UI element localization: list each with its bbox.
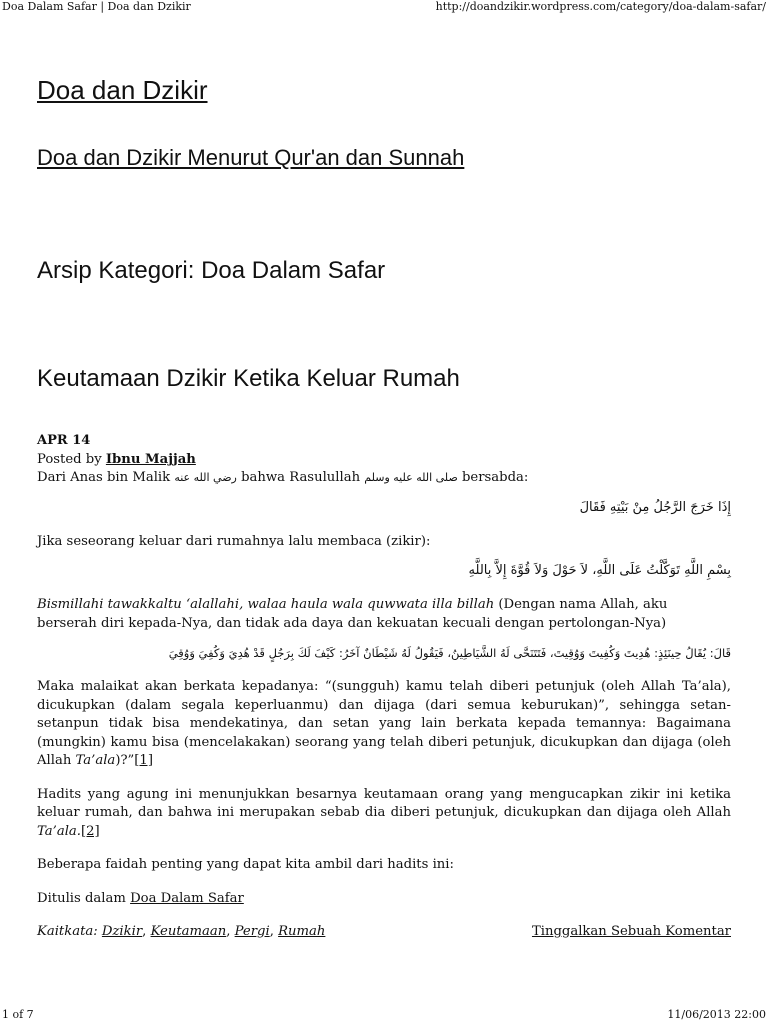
author-link[interactable]: Ibnu Majjah: [105, 451, 196, 467]
paragraph-6: Beberapa faidah penting yang dapat kita ambil dari hadits ini:: [37, 857, 454, 872]
tags-label: Kaitkata:: [37, 924, 98, 939]
arabic-text-3: قَالَ: يُقَالُ حِينَئِذٍ: هُدِيتَ وَكُفِيتَ وَوُقِيتَ، فَتَتَنَحَّى لَهُ الشَّيَاطِينُ، فَيَقُولُ لَهُ شَيْطَانٌ آخَرُ: كَيْفَ لَكَ بِرَجُلٍ قَدْ هُدِيَ وَكُفِيَ وَوُقِيَ: [168, 646, 731, 660]
post-meta-row: [37, 923, 731, 942]
filed-under-label: Ditulis dalam: [37, 890, 126, 906]
post-body: [37, 432, 731, 942]
footnote-1-link[interactable]: [1]: [134, 753, 153, 768]
tag-link-pergi[interactable]: Pergi: [234, 924, 270, 939]
filed-under: [37, 890, 731, 909]
print-header: [0, 0, 768, 14]
archive-title: Arsip Kategori: Doa Dalam Safar: [37, 257, 386, 284]
paragraph-4: [37, 678, 731, 771]
paragraph-5-italic: Ta’ala.: [37, 823, 81, 839]
leave-comment-link[interactable]: Tinggalkan Sebuah Komentar: [531, 924, 731, 939]
category-link-doa-dalam-safar[interactable]: Doa Dalam Safar: [130, 890, 244, 906]
arabic-text-2: بِسْمِ اللَّهِ تَوَكَّلْتُ عَلَى اللَّهِ، لاَ حَوْلَ وَلاَ قُوَّةَ إِلاَّ بِاللَّهِ: [468, 563, 731, 578]
site-description-link[interactable]: Doa dan Dzikir Menurut Qur'an dan Sunnah: [37, 145, 465, 170]
translation-text: (Dengan nama Allah, aku berserah diri kepada-Nya, dan tidak ada daya dan kekuatan kecuali dengan pertolongan-Nya): [37, 597, 668, 631]
post-date: APR 14: [37, 433, 91, 448]
print-page-number: 1 of 7: [2, 1008, 34, 1021]
site-title: [37, 72, 208, 108]
paragraph-4-italic: Ta’ala: [75, 753, 116, 768]
print-datetime: 11/06/2013 22:00: [667, 1008, 766, 1021]
intro-text-3: bersabda:: [461, 470, 529, 485]
intro-radhi-arabic: رضي الله عنه: [174, 471, 237, 484]
print-footer: [0, 1008, 768, 1022]
paragraph-2: Jika seseorang keluar dari rumahnya lalu membaca (zikir):: [37, 533, 431, 549]
transliteration-text: Bismillahi tawakkaltu ‘alallahi, walaa haula wala quwwata illa billah: [37, 597, 495, 612]
paragraph-5: [37, 786, 731, 842]
print-header-title: Doa Dalam Safar | Doa dan Dzikir: [2, 0, 191, 13]
tag-link-dzikir[interactable]: Dzikir: [101, 924, 143, 939]
intro-saw-arabic: صلى الله عليه وسلم: [364, 471, 458, 484]
site-description: [37, 142, 464, 174]
intro-text-1: Dari Anas bin Malik: [37, 470, 171, 485]
intro-text-2: bahwa Rasulullah: [241, 470, 361, 485]
footnote-2-link[interactable]: [2]: [80, 823, 100, 839]
post-intro: [37, 469, 731, 488]
paragraph-4-text: Maka malaikat akan berkata kepadanya: “(sungguh) kamu telah diberi petunjuk (oleh Allah Ta’ala), dicukupkan (dalam segala keperluanmu) dan dijaga (dari semua keburukan)”, sehingga setan-setanpun tidak bisa mendekatinya, dan setan yang lain berkata kepada temannya: Bagaimana (mungkin) kamu bisa (mencelakakan) seorang yang telah diberi petunjuk, dicukupkan dan dijaga (oleh Allah: [37, 679, 731, 768]
arabic-text-1: إِذَا خَرَجَ الرَّجُلُ مِنْ بَيْتِهِ فَقَالَ: [579, 499, 731, 515]
transliteration-paragraph: [37, 596, 731, 633]
tag-link-rumah[interactable]: Rumah: [278, 924, 326, 939]
print-header-url: http://doandzikir.wordpress.com/category/doa-dalam-safar/: [435, 0, 766, 13]
posted-by-label: Posted by: [37, 451, 102, 467]
tag-link-keutamaan[interactable]: Keutamaan: [150, 924, 227, 939]
tags: Kaitkata: Dzikir, Keutamaan, Pergi, Rumah: [37, 924, 326, 939]
site-title-link[interactable]: Doa dan Dzikir: [37, 75, 208, 105]
post-title: Keutamaan Dzikir Ketika Keluar Rumah: [37, 365, 460, 392]
paragraph-5-text: Hadits yang agung ini menunjukkan besarnya keutamaan orang yang mengucapkan zikir ini ketika keluar rumah, dan bahwa ini merupakan sebab dia diberi petunjuk, dicukupkan dan dijaga oleh Allah: [37, 786, 731, 820]
paragraph-4-end: )?”: [115, 753, 135, 768]
post-byline: [37, 451, 731, 470]
